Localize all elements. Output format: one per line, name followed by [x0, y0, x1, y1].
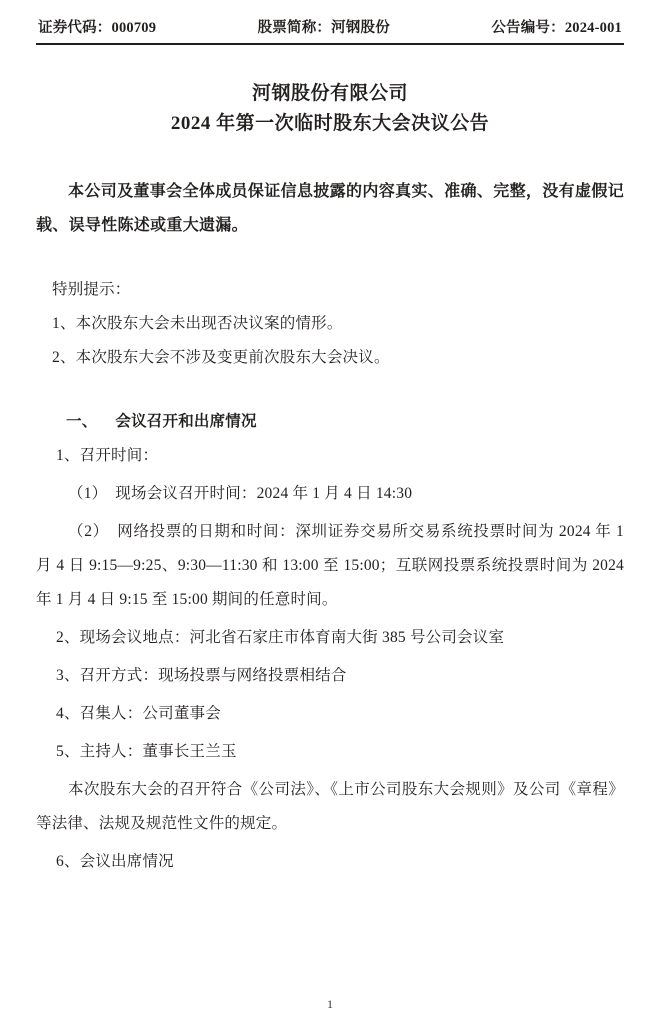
document-header: [36, 14, 624, 43]
section-one-item-3: 3、召开方式：现场投票与网络投票相结合: [56, 667, 347, 684]
section-one-item-1-sub-2: （2） 网络投票的日期和时间：深圳证券交易所交易系统投票时间为 2024 年 1 月 4 日 9:15—9:25、9:30—11:30 和 13:00 至 15:00；互联网投票系统投票时间为 2024 年 1 月 4 日 9:15 至 15:00 期间的任意时间。: [36, 523, 624, 608]
page-title-line-1: 河钢股份有限公司: [251, 83, 408, 104]
disclosure-statement: 本公司及董事会全体成员保证信息披露的内容真实、准确、完整，没有虚假记载、误导性陈述或重大遗漏。: [36, 183, 624, 234]
header-divider: [36, 43, 624, 45]
section-one-item-1-sub-1: （1） 现场会议召开时间：2024 年 1 月 4 日 14:30: [68, 485, 413, 502]
section-one-item-5: 5、主持人：董事长王兰玉: [56, 743, 237, 760]
stock-name-label: 股票简称：: [257, 20, 332, 36]
security-code-label: 证券代码：: [38, 20, 112, 36]
security-code: [38, 16, 156, 37]
stock-name-value: 河钢股份: [331, 20, 390, 36]
notice-number-label: 公告编号：: [491, 20, 565, 36]
section-one-title: 会议召开和出席情况: [115, 413, 257, 430]
notice-number: [491, 16, 622, 37]
section-one-number: 一、: [66, 413, 98, 430]
special-notice-item-2: 2、本次股东大会不涉及变更前次股东大会决议。: [52, 349, 390, 366]
section-one-heading: [36, 405, 624, 439]
security-code-value: 000709: [111, 20, 157, 36]
section-one-item-1: 1、召开时间：: [56, 447, 159, 464]
special-notice-heading: 特别提示：: [52, 281, 131, 298]
page-title: [36, 79, 624, 139]
page-number: 1: [327, 997, 333, 1011]
section-one-item-2: 2、现场会议地点：河北省石家庄市体育南大街 385 号公司会议室: [56, 629, 505, 646]
special-notice-item-1: 1、本次股东大会未出现否决议案的情形。: [52, 315, 343, 332]
section-one-item-6: 6、会议出席情况: [56, 853, 174, 870]
page-title-line-2: 2024 年第一次临时股东大会决议公告: [170, 113, 490, 134]
stock-name: [156, 16, 491, 37]
notice-number-value: 2024-001: [564, 20, 622, 36]
section-one-compliance: 本次股东大会的召开符合《公司法》、《上市公司股东大会规则》及公司《章程》等法律、法规及规范性文件的规定。: [36, 781, 624, 832]
section-one-item-4: 4、召集人：公司董事会: [56, 705, 221, 722]
